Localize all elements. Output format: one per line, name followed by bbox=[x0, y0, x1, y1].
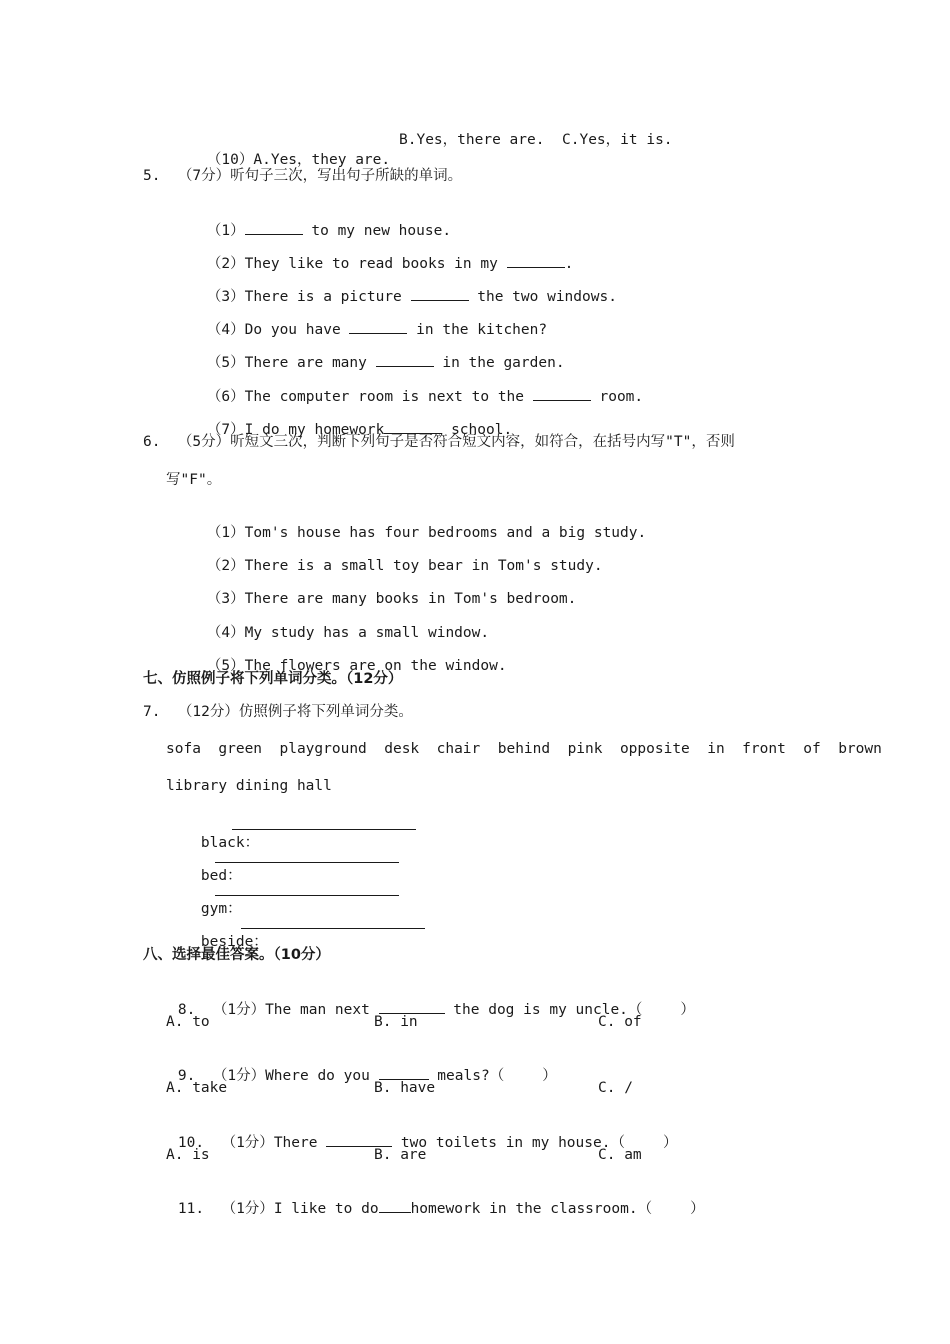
q5-item-7: （7）I do my homework school. bbox=[172, 399, 512, 460]
q9-question: 9. （1分）Where do you meals?（ ） bbox=[143, 1045, 557, 1106]
q10-option-c[interactable]: C. am bbox=[598, 1147, 642, 1163]
q6-item-3: （3）There are many books in Tom's bedroom. bbox=[206, 591, 577, 607]
q10-option-a[interactable]: A. is bbox=[166, 1147, 210, 1163]
q4-10-option-b: B.Yes，there are. bbox=[399, 132, 545, 148]
q8-question: 8. （1分）The man next the dog is my uncle.（ ） bbox=[143, 979, 695, 1040]
q9-option-b[interactable]: B. have bbox=[374, 1080, 436, 1096]
answer-blank[interactable] bbox=[376, 352, 434, 367]
section-8-title: 八、选择最佳答案。（10分） bbox=[143, 947, 330, 963]
q5-item-4: （4）Do you have in the kitchen? bbox=[172, 299, 547, 360]
q8-option-c[interactable]: C. of bbox=[598, 1014, 642, 1030]
q8-option-a[interactable]: A. to bbox=[166, 1014, 210, 1030]
q5-item-1: （1） to my new house. bbox=[172, 200, 451, 261]
q4-10-num: （10） bbox=[206, 152, 254, 168]
q6-item-2: （2）There is a small toy bear in Tom's study. bbox=[206, 558, 603, 574]
q7-words-line2: library dining hall bbox=[166, 778, 332, 794]
q9-option-a[interactable]: A. take bbox=[166, 1080, 228, 1096]
q11-question: 11. （1分）I like to do homework in the classroom.（ ） bbox=[143, 1178, 705, 1239]
q6-header-line1: 6. （5分）听短文三次，判断下列句子是否符合短文内容，如符合，在括号内写"T"，否则 bbox=[143, 434, 735, 450]
q7-words-line1: sofa green playground desk chair behind pink opposite in front of brown bbox=[166, 741, 882, 757]
category-answer-line[interactable] bbox=[215, 848, 399, 863]
category-label: black： bbox=[200, 835, 260, 851]
answer-blank[interactable] bbox=[379, 1198, 411, 1213]
category-label: beside： bbox=[200, 934, 268, 950]
q4-10-option-a: A.Yes，they are. bbox=[253, 152, 391, 168]
q9-option-c[interactable]: C. / bbox=[598, 1080, 633, 1096]
section-7-title: 七、仿照例子将下列单词分类。（12分） bbox=[143, 671, 403, 687]
q7-header: 7. （12分）仿照例子将下列单词分类。 bbox=[143, 704, 413, 720]
q5-item-5: （5）There are many in the garden. bbox=[172, 332, 565, 393]
q8-option-b[interactable]: B. in bbox=[374, 1014, 418, 1030]
q5-item-6: （6）The computer room is next to the room. bbox=[172, 366, 643, 427]
category-answer-line[interactable] bbox=[232, 815, 416, 830]
q6-header-line2: 写"F"。 bbox=[166, 472, 222, 488]
q10-option-b[interactable]: B. are bbox=[374, 1147, 427, 1163]
q6-item-1: （1）Tom's house has four bedrooms and a big study. bbox=[206, 525, 647, 541]
q5-header: 5. （7分）听句子三次，写出句子所缺的单词。 bbox=[143, 168, 463, 184]
q6-item-4: （4）My study has a small window. bbox=[206, 625, 490, 641]
answer-blank[interactable] bbox=[533, 386, 591, 401]
q10-question: 10. （1分）There two toilets in my house.（ ） bbox=[143, 1112, 677, 1173]
q5-item-2: （2）They like to read books in my . bbox=[172, 233, 573, 294]
category-label: bed： bbox=[200, 868, 242, 884]
category-label: gym： bbox=[200, 901, 242, 917]
q5-item-3: （3）There is a picture the two windows. bbox=[172, 266, 617, 327]
q6-item-5: （5）The flowers are on the window. bbox=[206, 658, 507, 674]
q4-10-option-c: C.Yes，it is. bbox=[562, 132, 673, 148]
category-answer-line[interactable] bbox=[241, 914, 425, 929]
category-answer-line[interactable] bbox=[215, 881, 399, 896]
